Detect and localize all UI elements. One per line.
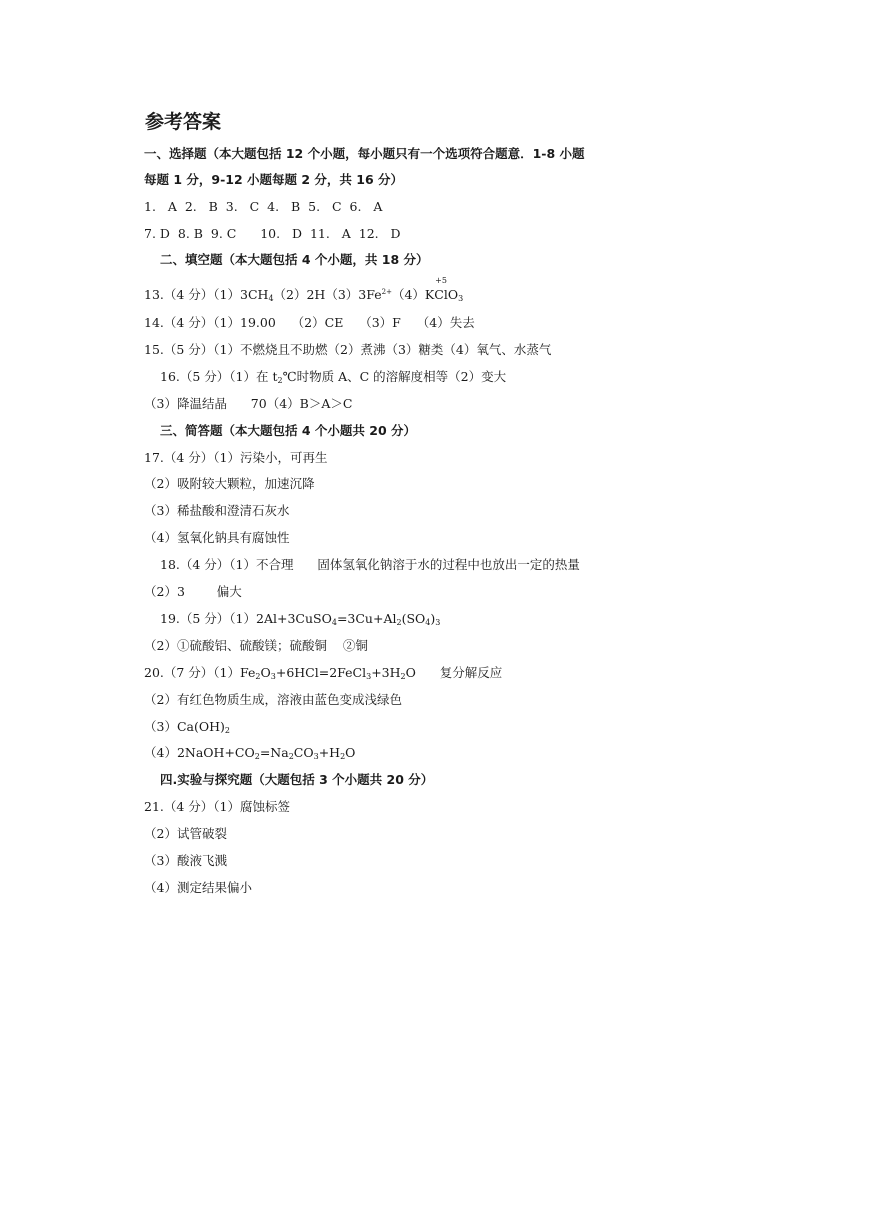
answer-20-line4: $(4)2NaOH+CO_2=Na_2CO_3+H_2O$ xyxy=(144,745,356,761)
answer-17-line4: （4）氢氧化钠具有腐蚀性 xyxy=(144,530,290,545)
answer-16-line1: 16.（5 分）（1）在 $t_2℃$时物质 A、C 的溶解度相等（2）变大 xyxy=(160,369,507,385)
section1-heading-line1: 一、选择题（本大题包括 12 个小题，每小题只有一个选项符合题意．1-8 小题 xyxy=(144,146,585,161)
answer-15: 15.（5 分）（1）不燃烧且不助燃（2）煮沸（3）糖类（4）氧气、水蒸气 xyxy=(144,342,552,357)
answer-19-line2: （2）①硫酸铝、硫酸镁；硫酸铜 ②铜 xyxy=(144,638,368,653)
answer-18-line1: 18.（4 分）（1）不合理 固体氢氧化钠溶于水的过程中也放出一定的热量 xyxy=(160,557,580,572)
answer-14: 14.（4 分）（1）19.00 （2）CE （3）F （4）失去 xyxy=(144,315,475,330)
section2-heading: 二、填空题（本大题包括 4 个小题，共 18 分） xyxy=(160,252,429,267)
section1-answers-line2: 7. D 8. B 9. C 10. D 11. A 12. D xyxy=(144,226,401,241)
section4-heading: 四.实验与探究题（大题包括 3 个小题共 20 分） xyxy=(160,772,434,787)
answer-21-line3: （3）酸液飞溅 xyxy=(144,853,227,868)
chlorine-valence: +5 Cl xyxy=(434,276,448,302)
answer-17-line1: 17.（4 分）（1）污染小，可再生 xyxy=(144,450,328,465)
answer-21-line4: （4）测定结果偏小 xyxy=(144,880,252,895)
answer-20-line2: （2）有红色物质生成，溶液由蓝色变成浅绿色 xyxy=(144,692,402,707)
answer-20-line3: $(3)Ca(OH)_2$ xyxy=(144,719,230,735)
answer-20-line1: 20.（7 分）$(1)Fe_2O_3+6HCl=2FeCl_3+3H_2O$ 复分解反应 xyxy=(144,665,503,681)
answer-21-line1: 21.（4 分）（1）腐蚀标签 xyxy=(144,799,291,814)
answer-17-line2: （2）吸附较大颗粒，加速沉降 xyxy=(144,476,315,491)
page-title: 参考答案 xyxy=(145,111,222,133)
answer-17-line3: （3）稀盐酸和澄清石灰水 xyxy=(144,503,290,518)
answer-19-line1: 19.（5 分）$(1)2Al+3CuSO_4=3Cu+Al_2(SO_4)_3$ xyxy=(160,611,441,627)
answer-21-line2: （2）试管破裂 xyxy=(144,826,227,841)
section1-heading-line2: 每题 1 分，9-12 小题每题 2 分，共 16 分） xyxy=(144,172,404,187)
answer-18-line2: （2）3 偏大 xyxy=(144,584,242,599)
answer-13: 13.（4 分）$(1)3CH_4(2)2H(3)3Fe^{2+}(4)K$ +5 ClO$_3$ xyxy=(144,276,464,303)
section3-heading: 三、简答题（本大题包括 4 个小题共 20 分） xyxy=(160,423,417,438)
section1-answers-line1: 1. A 2. B 3. C 4. B 5. C 6. A xyxy=(144,199,383,214)
answer-16-line2: （3）降温结晶 70（4）B＞A＞C xyxy=(144,396,353,411)
